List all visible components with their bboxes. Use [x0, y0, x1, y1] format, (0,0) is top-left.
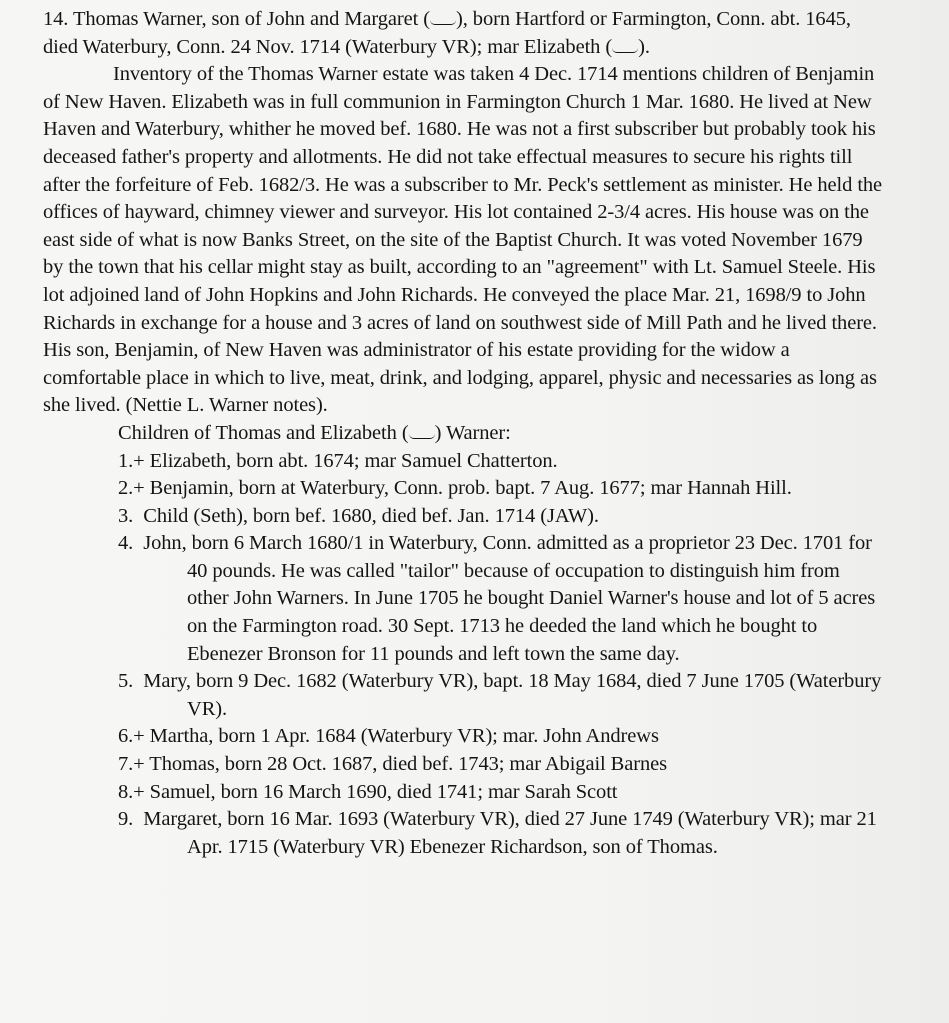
- child-text: Martha, born 1 Apr. 1684 (Waterbury VR); mar. John Andrews: [149, 725, 659, 748]
- child-marker: 6.+: [118, 725, 145, 748]
- child-marker: 7.+: [118, 753, 145, 776]
- child-marker: 9.: [118, 808, 134, 831]
- child-text: Mary, born 9 Dec. 1682 (Waterbury VR), bapt. 18 May 1684, died 7 June 1705 (Waterbury VR).: [143, 670, 882, 720]
- child-item: [43, 530, 883, 668]
- child-text: Thomas, born 28 Oct. 1687, died bef. 1743; mar Abigail Barnes: [149, 753, 667, 776]
- child-item: [43, 723, 883, 751]
- child-marker: 5.: [118, 670, 134, 693]
- children-heading-before: Children of Thomas and Elizabeth (: [118, 421, 409, 444]
- child-marker: 3.: [118, 504, 134, 527]
- entry-number: 14.: [43, 8, 69, 30]
- entry-heading-part-1: Thomas Warner, son of John and Margaret (: [72, 8, 431, 30]
- child-item: [43, 475, 883, 503]
- unknown-surname-blank: [409, 426, 435, 439]
- child-marker: 2.+: [118, 477, 145, 500]
- child-marker: 8.+: [118, 780, 145, 803]
- entry-heading: [43, 6, 883, 61]
- entry-heading-part-2: ), born Hartford or Farmington, Conn. abt. 1645, died Waterbury, Conn. 24 Nov. 1714 (Waterbury VR); mar Elizabeth (: [43, 8, 851, 58]
- child-item: [43, 448, 883, 476]
- children-heading-after: ) Warner:: [434, 421, 511, 444]
- child-item: [43, 668, 883, 723]
- children-heading: [43, 420, 883, 448]
- child-text: Samuel, born 16 March 1690, died 1741; mar Sarah Scott: [149, 780, 618, 803]
- unknown-surname-blank: [430, 12, 456, 25]
- unknown-surname-blank: [612, 40, 638, 53]
- entry-heading-part-3: ).: [638, 35, 650, 58]
- child-marker: 4.: [118, 532, 134, 555]
- child-text: John, born 6 March 1680/1 in Waterbury, Conn. admitted as a proprietor 23 Dec. 1701 for 40 pounds. He was called "tailor" because of occupation to distinguish him from other John Warners. In June 1705 he bought Daniel Warner's house and lot of 5 acres on the Farmington road. 30 Sept. 1713 he deeded the land which he bought to Ebenezer Bronson for 11 pounds and left town the same day.: [143, 532, 876, 665]
- child-item: [43, 503, 883, 531]
- child-text: Benjamin, born at Waterbury, Conn. prob. bapt. 7 Aug. 1677; mar Hannah Hill.: [149, 477, 792, 500]
- child-item: [43, 806, 883, 861]
- biography-paragraph: Inventory of the Thomas Warner estate was taken 4 Dec. 1714 mentions children of Benjamin of New Haven. Elizabeth was in full communion in Farmington Church 1 Mar. 1680. He lived at New Haven and Waterbury, whither he moved bef. 1680. He was not a first subscriber but probably took his deceased father's property and allotments. He did not take effectual measures to secure his rights till after the forfeiture of Feb. 1682/3. He was a subscriber to Mr. Peck's settlement as minister. He held the offices of hayward, chimney viewer and surveyor. His lot contained 2-3/4 acres. His house was on the east side of what is now Banks Street, on the site of the Baptist Church. It was voted November 1679 by the town that his cellar might stay as built, according to an "agreement" with Lt. Samuel Steele. His lot adjoined land of John Hopkins and John Richards. He conveyed the place Mar. 21, 1698/9 to John Richards in exchange for a house and 3 acres of land on southwest side of Mill Path and he lived there. His son, Benjamin, of New Haven was administrator of his estate providing for the widow a comfortable place in which to live, meat, drink, and lodging, apparel, physic and necessaries as long as she lived. (Nettie L. Warner notes).: [43, 63, 883, 417]
- child-item: [43, 779, 883, 807]
- child-marker: 1.+: [118, 449, 145, 472]
- document-body: [43, 6, 883, 861]
- child-item: [43, 751, 883, 779]
- child-text: Elizabeth, born abt. 1674; mar Samuel Chatterton.: [149, 449, 558, 472]
- child-text: Margaret, born 16 Mar. 1693 (Waterbury VR), died 27 June 1749 (Waterbury VR); mar 21 Apr. 1715 (Waterbury VR) Ebenezer Richardson, son of Thomas.: [143, 808, 877, 858]
- child-text: Child (Seth), born bef. 1680, died bef. Jan. 1714 (JAW).: [143, 504, 599, 527]
- children-list: [43, 448, 883, 862]
